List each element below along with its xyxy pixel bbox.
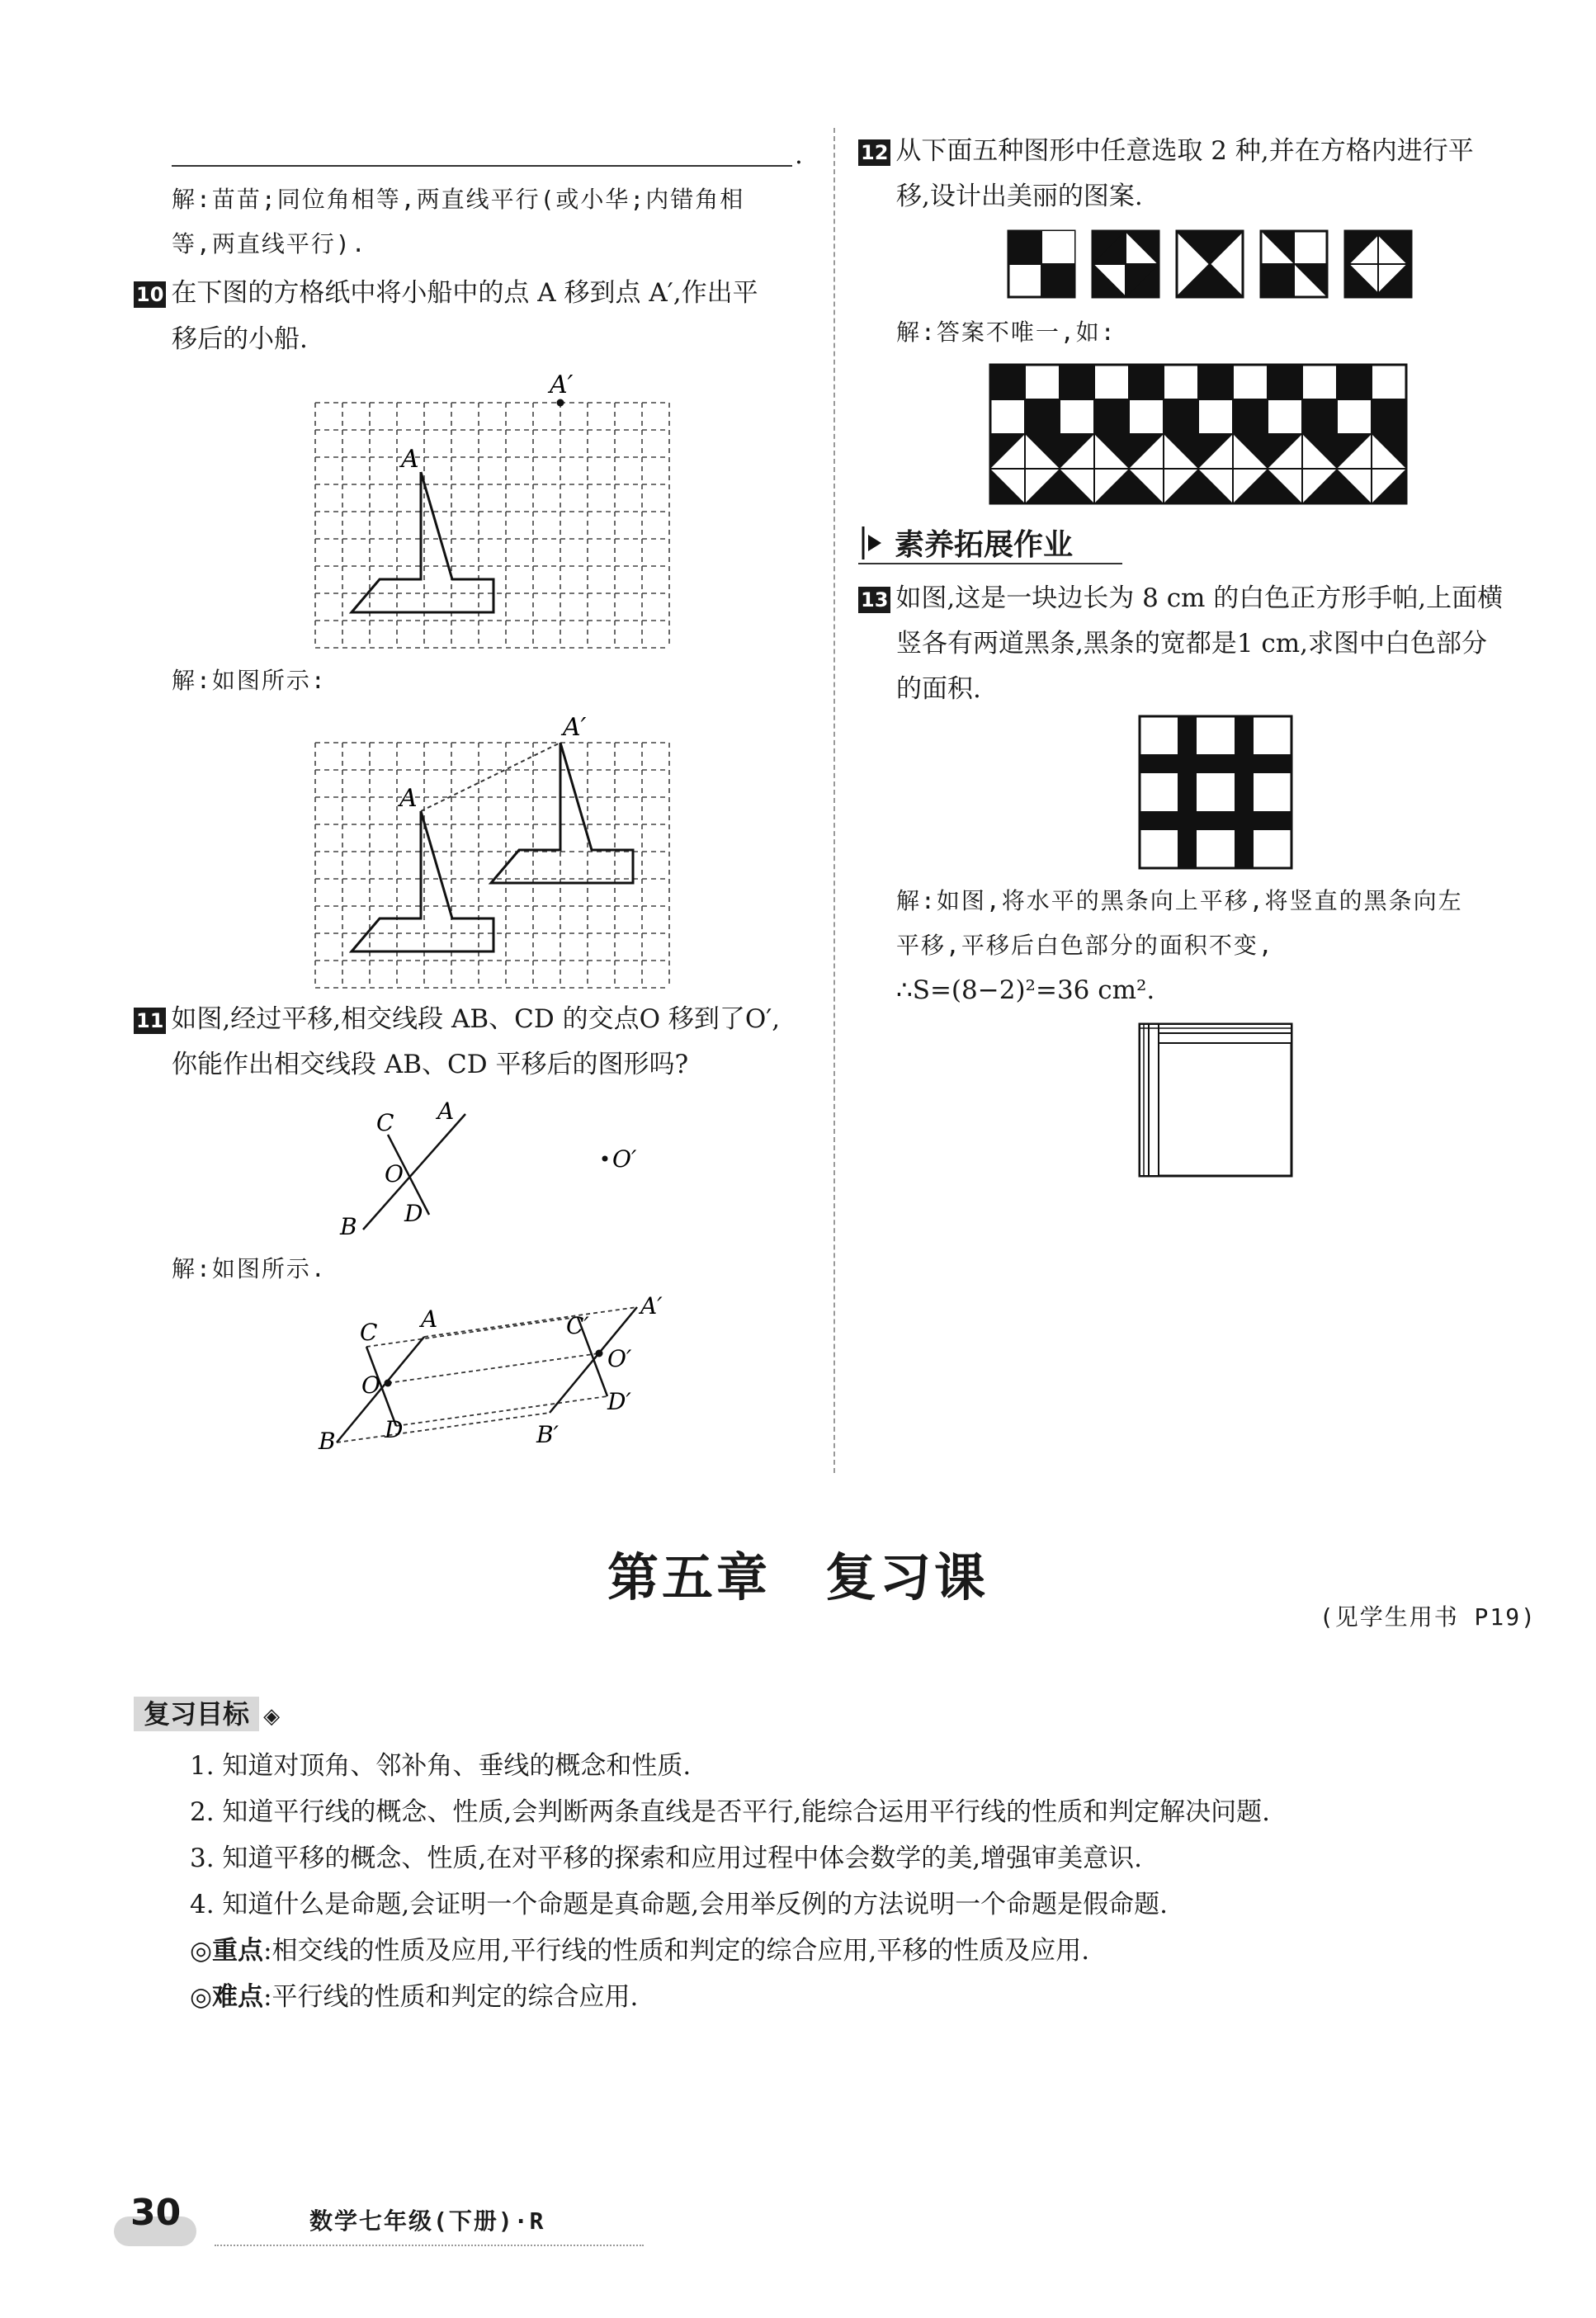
q12-line1: 12 从下面五种图形中任意选取 2 种,并在方格内进行平 <box>858 128 1474 174</box>
q11-ans-label-A-prime: A′ <box>640 1296 663 1320</box>
q10-boat-grid-figure <box>305 363 693 660</box>
q13-answer-line3: ∴S=(8−2)²=36 cm². <box>896 975 1155 1005</box>
q11-label-B: B <box>340 1213 357 1240</box>
q12-line2: 移,设计出美丽的图案. <box>896 182 1143 211</box>
review-item-4: 4. 知道什么是命题,会证明一个命题是真命题,会用举反例的方法说明一个命题是假命题. <box>190 1890 1168 1919</box>
q11-ans-label-D-prime: D′ <box>607 1388 631 1415</box>
q10-number: 10 <box>134 281 166 308</box>
section-header <box>858 520 1131 566</box>
q13-line1: 13 如图,这是一块边长为 8 cm 的白色正方形手帕,上面横 <box>858 575 1503 621</box>
q11-ans-label-O: O <box>361 1371 380 1399</box>
review-item-2: 2. 知道平行线的概念、性质,会判断两条直线是否平行,能综合运用平行线的性质和判定解决问题. <box>190 1797 1270 1827</box>
handkerchief-figure <box>1137 714 1294 871</box>
q12-five-patterns <box>1005 228 1426 302</box>
review-key-points <box>190 1928 1089 1974</box>
q12-number: 12 <box>858 139 890 166</box>
q11-answer: 解:如图所示. <box>172 1255 327 1282</box>
q11-ans-label-B: B <box>319 1428 336 1455</box>
q10-answer-label-A-prime: A′ <box>563 713 587 742</box>
footer-rule <box>215 2245 644 2246</box>
q11-ans-label-B-prime: B′ <box>536 1421 559 1448</box>
q10-label-A: A <box>401 445 419 474</box>
review-item-1: 1. 知道对顶角、邻补角、垂线的概念和性质. <box>190 1751 692 1781</box>
q9-answer-line1: 解:苗苗;同位角相等,两直线平行(或小华;内错角相 <box>172 186 745 213</box>
diamond-arrow-icon: ◈ <box>263 1704 281 1729</box>
q12-answer: 解:答案不唯一,如: <box>896 319 1117 346</box>
q11-ans-label-C: C <box>360 1319 378 1346</box>
q11-answer-figure <box>314 1296 685 1461</box>
difficulty-text: :平行线的性质和判定的综合应用. <box>263 1982 639 2012</box>
q13-line2: 竖各有两道黑条,黑条的宽都是1 cm,求图中白色部分 <box>896 629 1488 659</box>
q10-line2: 移后的小船. <box>172 324 308 354</box>
difficulty-label: ◎难点 <box>190 1982 264 2012</box>
column-divider <box>833 128 835 1473</box>
section-title: 素养拓展作业 <box>895 528 1074 562</box>
review-difficulty <box>190 1974 638 2020</box>
section-arrow-icon <box>858 525 888 561</box>
q11-ans-label-O-prime: O′ <box>607 1345 632 1372</box>
key-text: :相交线的性质及应用,平行线的性质和判定的综合应用,平移的性质及应用. <box>263 1936 1090 1966</box>
chapter-reference: (见学生用书 P19) <box>1319 1603 1537 1631</box>
q10-label-A-prime: A′ <box>550 371 574 399</box>
q11-label-C: C <box>376 1109 394 1136</box>
q11-line2: 你能作出相交线段 AB、CD 平移后的图形吗? <box>172 1050 689 1079</box>
blank-tail: . <box>795 140 803 170</box>
q11-ans-label-D: D <box>385 1416 404 1443</box>
q10-line1: 10 在下图的方格纸中将小船中的点 A 移到点 A′,作出平 <box>134 270 758 316</box>
q11-intersecting-segments-figure <box>330 1089 677 1246</box>
q11-line1: 11 如图,经过平移,相交线段 AB、CD 的交点O 移到了O′, <box>134 996 780 1042</box>
q13-answer-line2: 平移,平移后白色部分的面积不变, <box>896 932 1274 959</box>
q12-answer-pattern <box>989 363 1409 505</box>
footer-book: 数学七年级(下册)·R <box>309 2207 545 2235</box>
q11-number: 11 <box>134 1008 166 1034</box>
q11-ans-label-A: A <box>421 1305 438 1333</box>
q13-answer-line1: 解:如图,将水平的黑条向上平移,将竖直的黑条向左 <box>896 887 1463 914</box>
review-badge-wrap <box>134 1693 280 1731</box>
q11-label-O: O <box>385 1160 404 1187</box>
q11-label-O-prime: O′ <box>612 1145 637 1173</box>
chapter-title: 第五章 复习课 <box>607 1547 989 1607</box>
q13-number: 13 <box>858 587 890 613</box>
section-underline <box>858 563 1122 564</box>
review-badge: 复习目标 <box>134 1697 259 1731</box>
q13-line3: 的面积. <box>896 674 981 704</box>
answer-blank-line <box>172 165 792 167</box>
q10-answer-figure <box>305 706 693 1003</box>
review-item-3: 3. 知道平移的概念、性质,在对平移的探索和应用过程中体会数学的美,增强审美意识. <box>190 1844 1142 1873</box>
translated-handkerchief-figure <box>1137 1022 1294 1178</box>
q10-answer-label-A: A <box>399 784 418 813</box>
q11-label-A: A <box>437 1098 455 1125</box>
key-label: ◎重点 <box>190 1936 264 1966</box>
page-number: 30 <box>130 2192 182 2234</box>
q11-label-D: D <box>404 1200 423 1227</box>
q10-answer: 解:如图所示: <box>172 667 327 694</box>
q9-answer-line2: 等,两直线平行). <box>172 230 367 257</box>
q11-ans-label-C-prime: C′ <box>566 1312 589 1339</box>
